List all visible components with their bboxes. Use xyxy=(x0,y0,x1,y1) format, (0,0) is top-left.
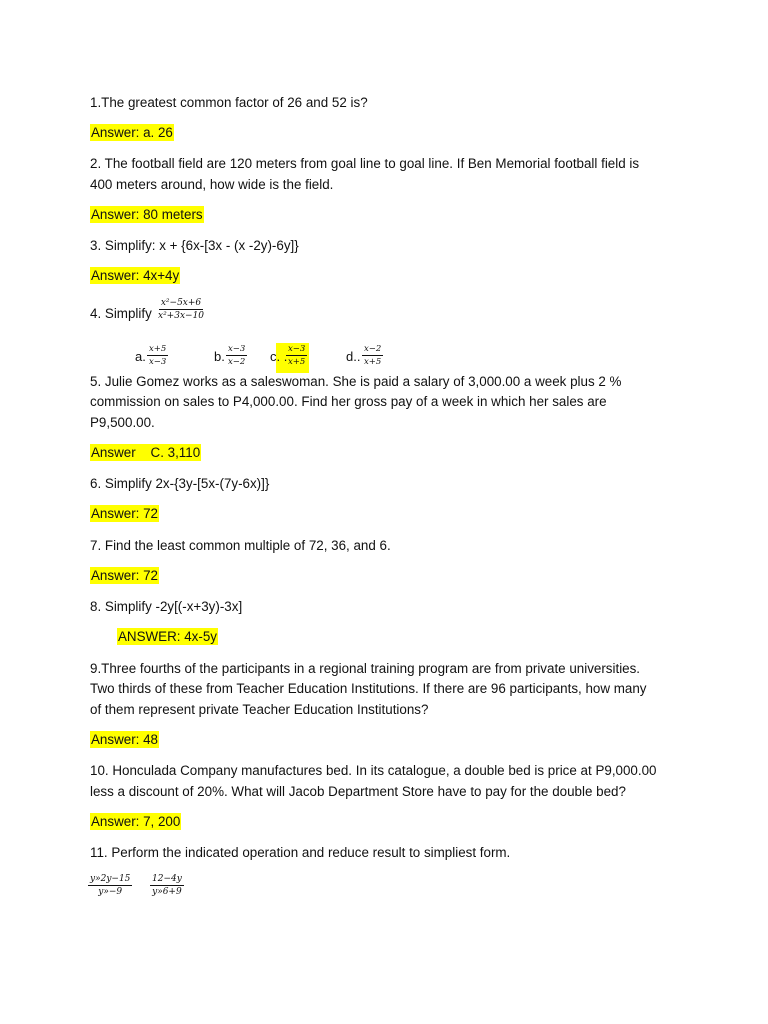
question-9-line-1: 9.Three fourths of the participants in a regional training program are from private universities. xyxy=(90,661,641,676)
question-6: 6. Simplify 2x-{3y-[5x-(7y-6x)]} xyxy=(90,476,270,491)
choice-a-denominator: x−3 xyxy=(149,357,167,367)
choice-c-denominator: x+5 xyxy=(288,357,306,367)
answer-3: Answer: 4x+4y xyxy=(91,268,180,283)
answer-5: Answer C. 3,110 xyxy=(91,445,201,460)
answer-2: Answer: 80 meters xyxy=(91,207,203,222)
choice-d-label: d.. xyxy=(346,349,361,364)
choice-d-fraction xyxy=(362,344,383,367)
question-9-line-3: of them represent private Teacher Education Institutions? xyxy=(90,702,429,717)
answer-10: Answer: 7, 200 xyxy=(91,814,181,829)
question-1: 1.The greatest common factor of 26 and 52 is? xyxy=(90,95,368,110)
question-2-line-1: 2. The football field are 120 meters from goal line to goal line. If Ben Memorial football field is xyxy=(90,156,640,171)
question-5-line-1: 5. Julie Gomez works as a saleswoman. She is paid a salary of 3,000.00 a week plus 2 % xyxy=(90,374,622,389)
question-11: 11. Perform the indicated operation and reduce result to simpliest form. xyxy=(90,845,511,860)
question-10-line-1: 10. Honculada Company manufactures bed. In its catalogue, a double bed is price at P9,000.00 xyxy=(90,763,657,778)
question-4: 4. Simplify xyxy=(90,306,152,321)
fraction-1-denominator: y»−9 xyxy=(98,887,123,897)
choice-b-denominator: x−2 xyxy=(228,357,246,367)
expression-denominator: x²+3x−10 xyxy=(158,311,205,321)
answer-6: Answer: 72 xyxy=(91,506,158,521)
expression-numerator: x²−5x+6 xyxy=(160,298,202,308)
choice-d-numerator: x−2 xyxy=(364,344,382,354)
choice-a-fraction xyxy=(147,344,168,367)
answer-9: Answer: 48 xyxy=(91,732,158,747)
choice-c-numerator: x−3 xyxy=(288,344,306,354)
choice-a-numerator: x+5 xyxy=(149,344,167,354)
question-3: 3. Simplify: x + {6x-[3x - (x -2y)-6y]} xyxy=(90,238,299,253)
choice-b-numerator: x−3 xyxy=(228,344,246,354)
question-2-line-2: 400 meters around, how wide is the field. xyxy=(90,177,334,192)
question-8: 8. Simplify -2y[(-x+3y)-3x] xyxy=(90,599,243,614)
fraction-1-numerator: y»2y−15 xyxy=(90,874,131,884)
question-11-fraction-1 xyxy=(88,874,132,897)
choice-c-fraction xyxy=(286,344,307,367)
choice-b-fraction xyxy=(226,344,247,367)
choice-d-denominator: x+5 xyxy=(364,357,382,367)
choice-c-label: c. . xyxy=(270,349,288,364)
answer-1: Answer: a. 26 xyxy=(91,125,173,140)
question-4-expression xyxy=(156,298,206,321)
answer-7: Answer: 72 xyxy=(91,568,158,583)
question-10-line-2: less a discount of 20%. What will Jacob Department Store have to pay for the double bed? xyxy=(90,784,626,799)
question-5-line-2: commission on sales to P4,000.00. Find her gross pay of a week in which her sales are xyxy=(90,394,607,409)
choice-b-label: b. xyxy=(214,349,225,364)
question-11-fraction-2 xyxy=(150,874,184,897)
question-5-line-3: P9,500.00. xyxy=(90,415,155,430)
answer-8: ANSWER: 4x-5y xyxy=(118,629,217,644)
question-7: 7. Find the least common multiple of 72, 36, and 6. xyxy=(90,538,391,553)
question-9-line-2: Two thirds of these from Teacher Education Institutions. If there are 96 participants, how many xyxy=(90,681,647,696)
fraction-2-denominator: y»6+9 xyxy=(152,887,182,897)
choice-a-label: a. xyxy=(135,349,146,364)
fraction-2-numerator: 12−4y xyxy=(152,874,182,884)
